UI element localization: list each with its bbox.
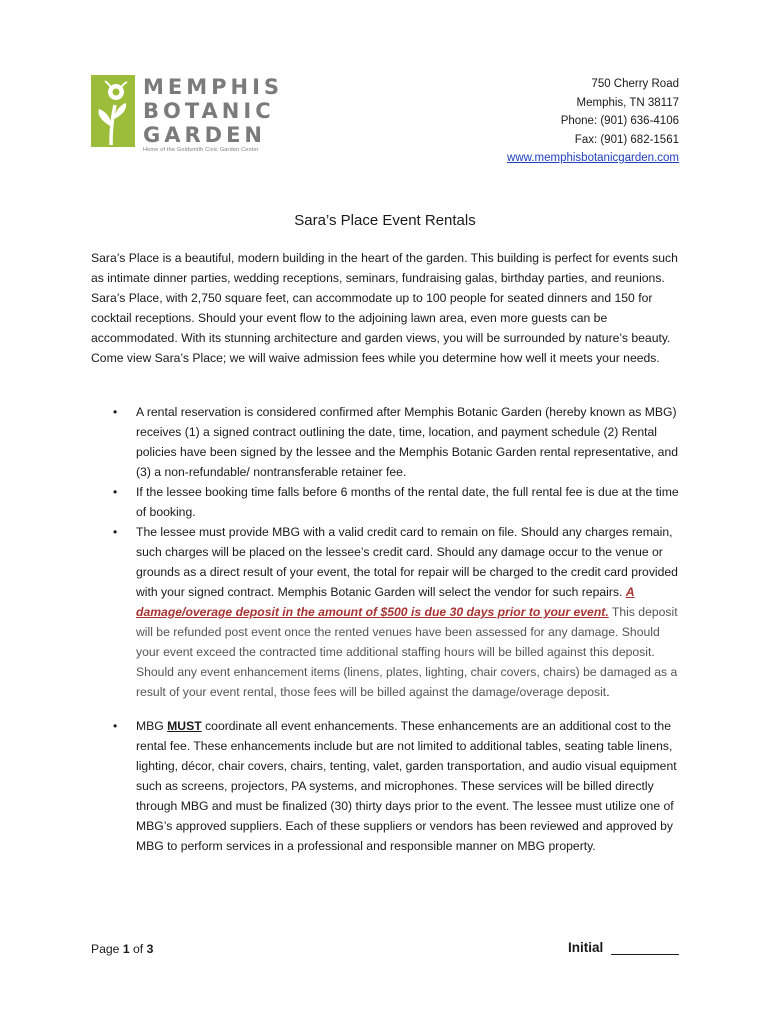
- rule-enhancements-start: MBG: [136, 719, 168, 733]
- rule-confirmation-text: A rental reservation is considered confirmed after Memphis Botanic Garden (hereby known as MBG) receives (1) a signed contract outlining the date, time, location, and payment schedule (2) Rental policies have been signed by the lessee and the Memphis Botanic Garden rental representative, and (3) a non-refundable/ nontransferable retainer fee.: [136, 405, 679, 479]
- bullet-icon: •: [113, 485, 118, 499]
- list-item: [91, 522, 681, 702]
- page-title: Sara’s Place Event Rentals: [294, 212, 476, 229]
- page-total: 3: [146, 942, 154, 956]
- rule-enhancements-text: coordinate all event enhancements. These enhancements are an additional cost to the rental fee. These enhancements include but are not limited to additional tables, seating table linens, lighting, décor, chair covers, chairs, tenting, valet, garden transportation, and audio visual equipment such as screens, projectors, PA systems, and microphones. These services will be billed directly through MBG and must be finalized (30) thirty days prior to the event. The lessee must utilize one of MBG’s approved suppliers. Each of these suppliers or vendors has been reviewed and approved by MBG to perform services in a professional and responsible manner on MBG property.: [136, 719, 677, 853]
- page-mid: of: [129, 942, 147, 956]
- deposit-emphasis: A damage/overage deposit in the amount of $500 is due 30 days prior to your event.: [136, 585, 635, 619]
- address-street: 750 Cherry Road: [591, 78, 679, 90]
- logo-wordmark: [143, 75, 283, 153]
- list-item: [91, 716, 681, 856]
- initial-field: [568, 940, 679, 955]
- flower-logo-icon: [91, 75, 135, 147]
- website-link[interactable]: www.memphisbotanicgarden.com: [507, 152, 679, 164]
- must-emphasis: MUST: [167, 719, 202, 733]
- bullet-icon: •: [113, 405, 118, 419]
- address-block: [507, 75, 679, 168]
- initial-label: Initial: [567, 940, 604, 955]
- logo-word-1: MEMPHIS: [143, 75, 284, 99]
- bullet-icon: •: [113, 525, 118, 539]
- deposit-detail-text: This deposit will be refunded post event once the rented venues have been assessed for any damage. Should your event exceed the contracted time additional staffing hours will be billed against this deposit. Should any event enhancement items (linens, plates, lighting, chair covers, chairs) be damaged as a result of your event rental, those fees will be billed against the damage/overage deposit: [136, 605, 678, 699]
- memphis-botanic-garden-logo: [91, 75, 284, 153]
- address-city: Memphis, TN 38117: [576, 96, 679, 109]
- initial-blank-line[interactable]: [611, 942, 679, 955]
- address-fax: Fax: (901) 682-1561: [574, 133, 679, 146]
- list-item: [91, 402, 681, 482]
- rental-rules-list: [91, 402, 681, 856]
- bullet-icon: •: [113, 719, 118, 733]
- rule-booking-text: If the lessee booking time falls before 6 months of the rental date, the full rental fee is due at the time of booking.: [136, 485, 679, 519]
- logo-word-3: GARDEN: [143, 123, 267, 147]
- page-number: [91, 942, 153, 956]
- page-prefix: Page: [91, 942, 123, 956]
- address-phone: Phone: (901) 636-4106: [560, 115, 679, 127]
- rule-credit-card-text: The lessee must provide MBG with a valid credit card to remain on file. Should any charges remain, such charges will be placed on the lessee’s credit card. Should any damage occur to the venue or grounds as a direct result of your event, the total for repair will be charged to the credit card provided with your signed contract. Memphis Botanic Garden will select the vendor for such repairs.: [136, 525, 678, 599]
- intro-paragraph: Sara’s Place is a beautiful, modern building in the heart of the garden. This building is perfect for events such as intimate dinner parties, wedding receptions, seminars, fundraising galas, birthday parties, and reunions. Sara’s Place, with 2,750 square feet, can accommodate up to 100 people for seated dinners and 150 for cocktail receptions. Should your event flow to the adjoining lawn area, even more guests can be accommodated. With its stunning architecture and garden views, you will be surrounded by nature’s beauty. Come view Sara’s Place; we will waive admission fees while you determine how well it meets your needs.: [91, 251, 678, 365]
- logo-word-2: BOTANIC: [143, 99, 275, 123]
- page-current: 1: [122, 942, 130, 956]
- deposit-detail-end: .: [606, 685, 610, 699]
- logo-tagline: Home of the Goldsmith Civic Garden Center: [143, 147, 259, 153]
- list-item: [91, 482, 681, 522]
